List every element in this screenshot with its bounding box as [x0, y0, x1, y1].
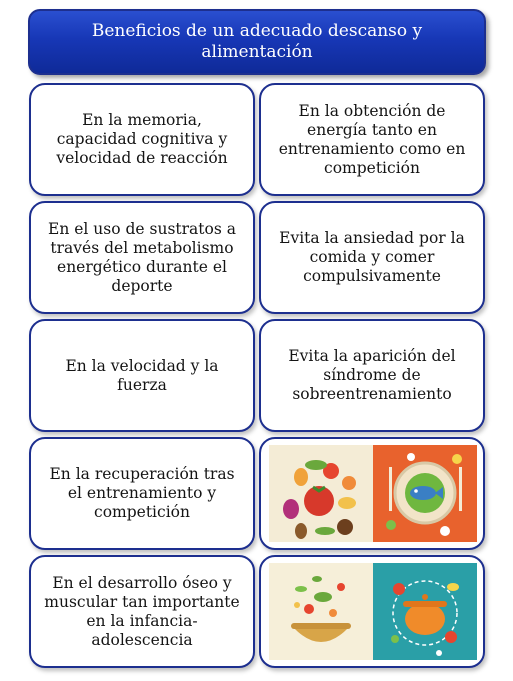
- vegetables-plate-illustration: [259, 437, 485, 550]
- diagram-title: Beneficios de un adecuado descanso y alimentación: [28, 9, 486, 75]
- benefit-sustratos: En el uso de sustratos a través del metabolismo energético durante el deporte: [29, 201, 255, 314]
- benefit-desarrollo-oseo: En el desarrollo óseo y muscular tan importante en la infancia-adolescencia: [29, 555, 255, 668]
- benefit-sobreentrenamiento: Evita la aparición del síndrome de sobreentrenamiento: [259, 319, 485, 432]
- benefit-velocidad-fuerza: En la velocidad y la fuerza: [29, 319, 255, 432]
- salad-bowl-illustration: [259, 555, 485, 668]
- benefit-energia: En la obtención de energía tanto en entrenamiento como en competición: [259, 83, 485, 196]
- benefit-memoria: En la memoria, capacidad cognitiva y velocidad de reacción: [29, 83, 255, 196]
- benefit-ansiedad: Evita la ansiedad por la comida y comer compulsivamente: [259, 201, 485, 314]
- benefit-recuperacion: En la recuperación tras el entrenamiento y competición: [29, 437, 255, 550]
